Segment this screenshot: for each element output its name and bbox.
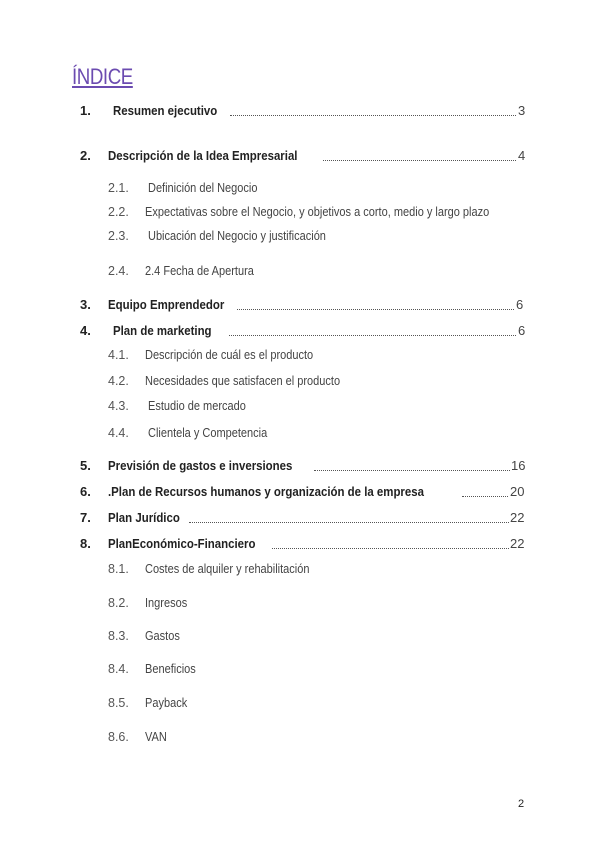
- toc-number: 6.: [80, 484, 91, 499]
- toc-label: Descripción de la Idea Empresarial: [108, 148, 298, 163]
- toc-number: 4.2.: [108, 374, 129, 388]
- toc-number: 2.: [80, 148, 91, 163]
- page-number: 2: [518, 798, 525, 810]
- index-title: ÍNDICE: [72, 64, 133, 89]
- toc-number: 8.: [80, 536, 91, 551]
- toc-label: Plan Jurídico: [108, 510, 180, 525]
- toc-number: 3.: [80, 297, 91, 312]
- toc-label: Definición del Negocio: [148, 181, 258, 195]
- toc-number: 2.2.: [108, 205, 129, 219]
- toc-number: 2.4.: [108, 264, 129, 278]
- toc-number: 4.4.: [108, 426, 129, 440]
- toc-number: 2.3.: [108, 229, 129, 243]
- toc-leader: [323, 148, 516, 161]
- toc-page: 4: [518, 148, 526, 163]
- toc-number: 4.: [80, 323, 91, 338]
- toc-label: Resumen ejecutivo: [113, 103, 218, 118]
- toc-entry-2[interactable]: [0, 148, 600, 168]
- toc-label: 2.4 Fecha de Apertura: [145, 264, 254, 278]
- toc-number: 4.1.: [108, 348, 129, 362]
- toc-number: 2.1.: [108, 181, 129, 195]
- toc-label: Estudio de mercado: [148, 399, 246, 413]
- toc-subentry-8-1[interactable]: [0, 562, 600, 582]
- toc-entry-8[interactable]: [0, 536, 600, 556]
- toc-leader: [462, 484, 508, 497]
- toc-label: Ubicación del Negocio y justificación: [148, 229, 326, 243]
- toc-number: 7.: [80, 510, 91, 525]
- toc-subentry-8-3[interactable]: [0, 629, 600, 649]
- toc-label: Beneficios: [145, 662, 196, 676]
- toc-subentry-2-2[interactable]: [0, 205, 600, 225]
- toc-label: Previsión de gastos e inversiones: [108, 458, 293, 473]
- toc-label: PlanEconómico-Financiero: [108, 536, 256, 551]
- toc-entry-3[interactable]: [0, 297, 600, 317]
- toc-number: 1.: [80, 103, 91, 118]
- toc-subentry-2-3[interactable]: [0, 229, 600, 249]
- toc-page: 6: [518, 323, 526, 338]
- toc-label: Equipo Emprendedor: [108, 297, 225, 312]
- toc-label: Ingresos: [145, 596, 188, 610]
- toc-number: 8.4.: [108, 662, 129, 676]
- toc-subentry-4-3[interactable]: [0, 399, 600, 419]
- toc-page: 3: [518, 103, 526, 118]
- toc-leader: [230, 103, 516, 116]
- toc-label: Plan de marketing: [113, 323, 212, 338]
- toc-number: 5.: [80, 458, 91, 473]
- toc-label: Gastos: [145, 629, 180, 643]
- toc-number: 4.3.: [108, 399, 129, 413]
- toc-number: 8.5.: [108, 696, 129, 710]
- toc-leader: [229, 323, 516, 336]
- toc-label: Expectativas sobre el Negocio, y objetivos a corto, medio y largo plazo: [145, 205, 490, 219]
- toc-label: Clientela y Competencia: [148, 426, 268, 440]
- toc-label: Descripción de cuál es el producto: [145, 348, 314, 362]
- toc-page: 20: [510, 484, 525, 499]
- toc-subentry-2-1[interactable]: [0, 181, 600, 201]
- toc-page: 16: [511, 458, 526, 473]
- toc-leader: [314, 458, 510, 471]
- toc-leader: [272, 536, 509, 549]
- toc-subentry-8-5[interactable]: [0, 696, 600, 716]
- toc-subentry-4-1[interactable]: [0, 348, 600, 368]
- toc-number: 8.6.: [108, 730, 129, 744]
- toc-label: .Plan de Recursos humanos y organización de la empresa: [108, 484, 424, 499]
- toc-subentry-8-4[interactable]: [0, 662, 600, 682]
- toc-page: 6: [516, 297, 524, 312]
- toc-entry-4[interactable]: [0, 323, 600, 343]
- toc-label: Necesidades que satisfacen el producto: [145, 374, 341, 388]
- toc-entry-7[interactable]: [0, 510, 600, 530]
- toc-leader: [189, 510, 509, 523]
- toc-page: 22: [510, 536, 525, 551]
- toc-entry-6[interactable]: [0, 484, 600, 504]
- toc-number: 8.1.: [108, 562, 129, 576]
- toc-number: 8.3.: [108, 629, 129, 643]
- toc-entry-1[interactable]: [0, 103, 600, 123]
- toc-number: 8.2.: [108, 596, 129, 610]
- toc-subentry-2-4[interactable]: [0, 264, 600, 284]
- toc-subentry-8-6[interactable]: [0, 730, 600, 750]
- toc-subentry-4-4[interactable]: [0, 426, 600, 446]
- toc-entry-5[interactable]: [0, 458, 600, 478]
- toc-label: Payback: [145, 696, 188, 710]
- toc-leader: [237, 297, 514, 310]
- toc-label: Costes de alquiler y rehabilitación: [145, 562, 310, 576]
- toc-page: 22: [510, 510, 525, 525]
- toc-subentry-8-2[interactable]: [0, 596, 600, 616]
- toc-subentry-4-2[interactable]: [0, 374, 600, 394]
- toc-label: VAN: [145, 730, 167, 744]
